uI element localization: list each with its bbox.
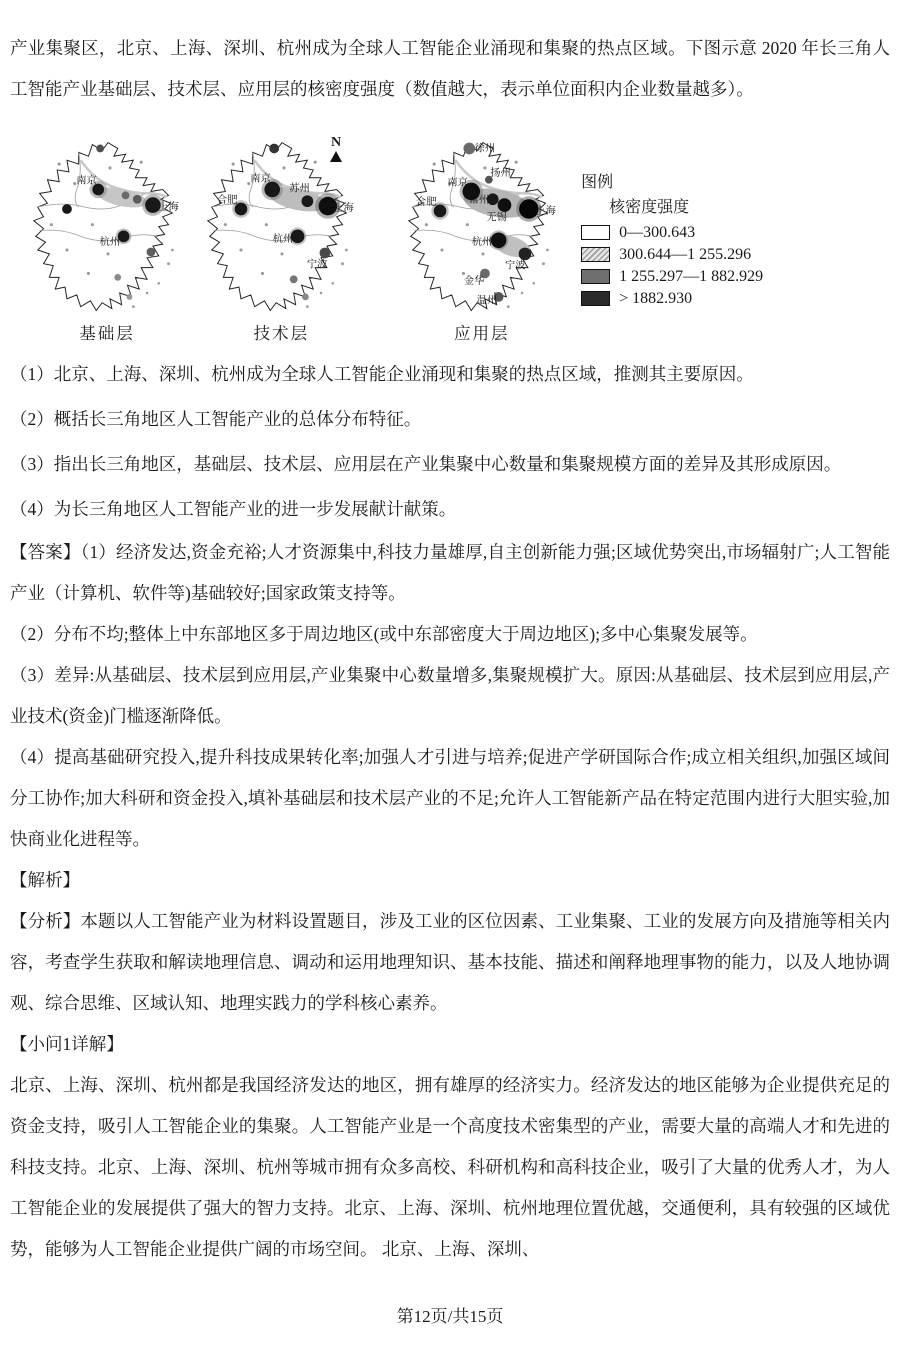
map-tech-layer	[198, 134, 364, 344]
map-tech-layer-svg	[198, 134, 364, 326]
answer-4: （4）提高基础研究投入,提升科技成果转化率;加强人才引进与培养;促进产学研国际合作;成立相关组织,加强区域间分工协作;加大科研和资金投入,填补基础层和技术层产业的不足;允许人工智能新产品在特定范围内进行大胆实验,加快商业化进程等。	[10, 747, 890, 849]
city-label: 苏州	[289, 183, 311, 195]
page-footer: 第12页/共15页	[396, 1307, 504, 1326]
city-label: 扬州	[490, 167, 511, 179]
map-app-layer	[399, 134, 565, 344]
answer-2: （2）分布不均;整体上中东部地区多于周边地区(或中东部密度大于周边地区);多中心集聚发展等。	[10, 624, 758, 644]
legend-subtitle: 核密度强度	[609, 199, 690, 216]
question-3: （3）指出长三角地区，基础层、技术层、应用层在产业集聚中心数量和集聚规模方面的差异及其形成原因。	[10, 454, 842, 474]
city-label: 合肥	[217, 195, 238, 207]
question-1: （1）北京、上海、深圳、杭州成为全球人工智能企业涌现和集聚的热点区域，推测其主要原因。	[10, 364, 754, 384]
city-label: 南京	[76, 175, 97, 187]
legend-swatch-dark	[581, 291, 610, 306]
legend-label: 0—300.643	[619, 224, 696, 241]
city-label: 上海	[158, 201, 179, 213]
answer-3: （3）差异:从基础层、技术层到应用层,产业集聚中心数量增多,集聚规模扩大。原因:从基础层、技术层到应用层,产业技术(资金)门槛逐渐降低。	[10, 665, 890, 726]
legend-label: 1 255.297—1 882.929	[619, 268, 764, 285]
city-label: 杭州	[99, 237, 121, 249]
map-base-layer-svg	[24, 134, 190, 326]
legend-swatch-gray	[581, 269, 610, 284]
north-label: N	[330, 135, 342, 150]
questions-block	[10, 352, 890, 532]
north-compass	[324, 136, 348, 162]
city-label: 杭州	[273, 234, 294, 246]
legend-item	[581, 268, 763, 285]
intro-paragraph: 产业集聚区，北京、上海、深圳、杭州成为全球人工智能企业涌现和集聚的热点区域。下图示意 2020 年长三角人工智能产业基础层、技术层、应用层的核密度强度（数值越大，表示单位面积内企业数量越多）。	[10, 38, 890, 99]
detail-text: 北京、上海、深圳、杭州都是我国经济发达的地区，拥有雄厚的经济实力。经济发达的地区能够为企业提供充足的资金支持，吸引人工智能企业的集聚。人工智能产业是一个高度技术密集型的产业，需要大量的高端人才和先进的科技支持。北京、上海、深圳、杭州等城市拥有众多高校、科研机构和高科技企业，吸引了大量的优秀人才，为人工智能企业的发展提供了强大的智力支持。北京、上海、深圳、杭州地理位置优越，交通便利，具有较强的区域优势，能够为人工智能企业提供广阔的市场空间。 北京、上海、深圳、	[10, 1075, 890, 1259]
map-legend	[581, 174, 763, 312]
legend-title: 图例	[581, 174, 614, 191]
legend-item	[581, 246, 763, 263]
north-arrow-icon	[330, 151, 342, 162]
city-label: 南京	[250, 173, 272, 185]
answer-1-text: （1）经济发达,资金充裕;人才资源集中,科技力量雄厚,自主创新能力强;区域优势突出,市场辐射广;人工智能产业（计算机、软件等)基础较好;国家政策支持等。	[10, 542, 890, 603]
fenxi-label: 【分析】	[10, 911, 81, 931]
map-caption-tech: 技术层	[253, 324, 310, 343]
map-caption-base: 基础层	[79, 324, 135, 343]
legend-item	[581, 290, 763, 307]
city-label: 金华	[463, 276, 485, 288]
city-label: 合肥	[415, 197, 437, 209]
legend-label: > 1882.930	[619, 290, 693, 307]
density-maps-figure	[24, 134, 890, 346]
city-label: 上海	[534, 205, 556, 217]
answer-1	[10, 532, 890, 614]
legend-swatch-hatch	[581, 247, 610, 262]
city-label: 上海	[333, 202, 355, 214]
city-label: 南京	[447, 177, 468, 189]
answers-block	[10, 532, 890, 860]
jiexi-label: 【解析】	[10, 870, 80, 890]
city-label: 宁波	[504, 260, 526, 272]
legend-swatch-white	[581, 225, 610, 240]
map-caption-app: 应用层	[454, 324, 510, 343]
question-2: （2）概括长三角地区人工智能产业的总体分布特征。	[10, 409, 422, 429]
fenxi-paragraph	[10, 901, 890, 1024]
legend-label: 300.644—1 255.296	[619, 246, 752, 263]
city-label: 常州	[468, 195, 490, 207]
legend-item	[581, 224, 763, 241]
city-label: 宁波	[307, 259, 328, 271]
city-label: 杭州	[471, 237, 493, 249]
map-app-layer-svg	[399, 134, 565, 326]
city-label: 无锡	[486, 212, 507, 224]
fenxi-text: 本题以人工智能产业为材料设置题目，涉及工业的区位因素、工业集聚、工业的发展方向及措施等相关内容，考查学生获取和解读地理信息、调动和运用地理知识、基本技能、描述和阐释地理事物的能力，以及人地协调观、综合思维、区域认知、地理实践力的学科核心素养。	[10, 911, 891, 1013]
analysis-block	[10, 860, 890, 1270]
city-label: 温州	[476, 295, 497, 307]
map-base-layer	[24, 134, 190, 344]
city-label: 徐州	[474, 143, 495, 155]
answer-label: 【答案】	[10, 542, 81, 562]
question-4: （4）为长三角地区人工智能产业的进一步发展献计献策。	[10, 499, 457, 519]
detail-label: 【小问1详解】	[10, 1034, 124, 1054]
